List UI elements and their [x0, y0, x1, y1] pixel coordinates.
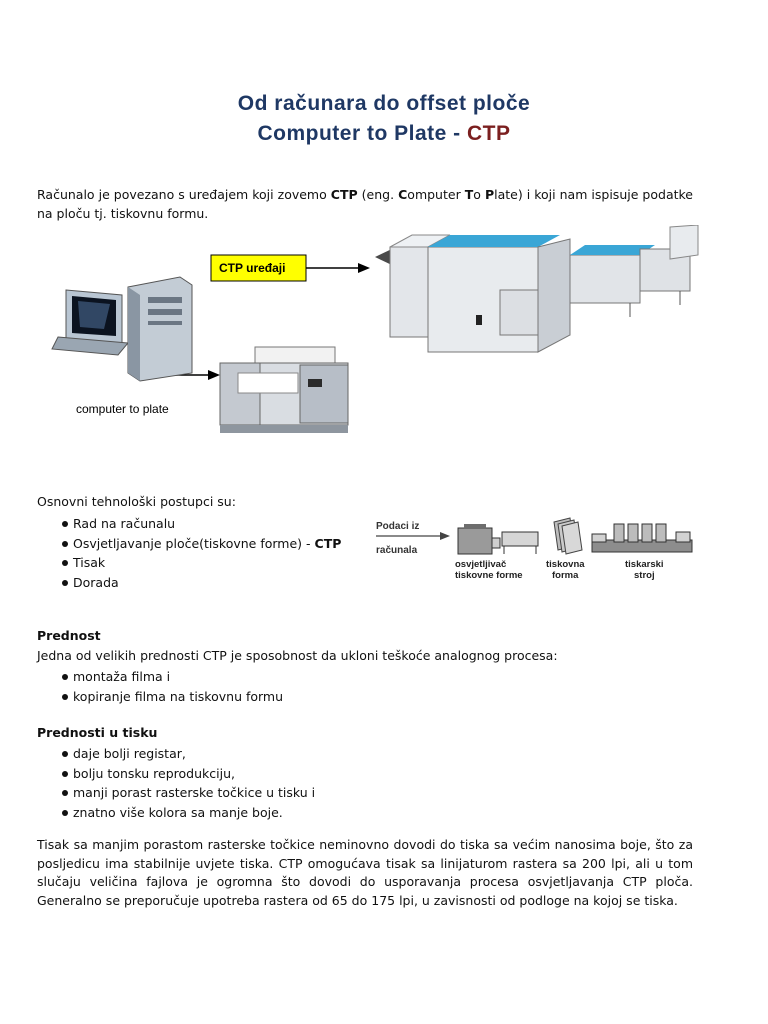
prednost-list [37, 667, 283, 706]
intro-text: late) i koji nam ispisuje podatke na ploču tj. tiskovnu formu. [37, 187, 693, 221]
stage3-label-line2: stroj [634, 570, 655, 581]
arrow-head [208, 370, 220, 380]
list-item: znatno više kolora sa manje boje. [37, 803, 315, 823]
intro-bold-ctp: CTP [330, 187, 358, 202]
intro-text: Računalo je povezano s uređajem koji zovemo [37, 187, 331, 202]
list-item: daje bolji registar, [37, 744, 315, 764]
computer-icon [52, 277, 192, 381]
list-item-text: Rad na računalu [73, 516, 176, 531]
list-item: manji porast rasterske točkice u tisku i [37, 783, 315, 803]
arrow-head [358, 263, 370, 273]
plates-icon [554, 518, 582, 554]
page-subtitle [0, 122, 768, 146]
list-item [37, 514, 341, 534]
prednost-heading: Prednost [37, 628, 101, 643]
page-title: Od računara do offset ploče [237, 92, 531, 115]
list-item: montaža filma i [37, 667, 283, 687]
workflow-diagram [370, 512, 700, 594]
process-list [37, 514, 341, 592]
workflow-input-line1: Podaci iz [376, 521, 420, 532]
intro-bold-c: C [398, 187, 408, 202]
list-item [37, 534, 341, 554]
process-heading: Osnovni tehnološki postupci su: [37, 494, 236, 509]
final-paragraph: Tisak sa manjim porastom rasterske točkice neminovno dovodi do tiska sa većim nanosima boje, što za posljedicu ima stabilnije uvjete tiska. CTP omogućava tisak sa linijaturom rastera sa 200 lpi, ali u tom slučaju veličina fajlova je ogromna što dovodi do usporavanja procesa osvjetljavanja CTP ploča. Generalno se preporučuje upotreba rastera od 65 do 175 lpi, u zavisnosti od podloge na kojoj se tiska. [37, 837, 693, 908]
subtitle-prefix: Computer to Plate - [257, 122, 467, 145]
subtitle-ctp: CTP [467, 122, 511, 145]
workflow-input-line2: računala [376, 545, 418, 556]
prednosti-tisku-list [37, 744, 315, 822]
list-item [37, 573, 341, 593]
intro-bold-t: T [464, 187, 474, 202]
list-item-text: Dorada [73, 574, 119, 590]
stage3-label-line1: tiskarski [625, 559, 664, 570]
computer-to-plate-label: computer to plate [76, 402, 169, 416]
intro-bold-p: P [484, 187, 495, 202]
large-ctp-machine-image [375, 225, 698, 352]
printing-press-icon [592, 524, 692, 552]
list-item: kopiranje filma na tiskovnu formu [37, 687, 283, 707]
stage2-label-line2: forma [552, 570, 579, 581]
ctp-devices-illustration [30, 225, 720, 470]
intro-text: o [473, 187, 485, 202]
imagesetter-icon [458, 524, 538, 554]
list-item-text: Osvjetljavanje ploče(tiskovne forme) - [73, 535, 315, 551]
intro-text: omputer [407, 187, 465, 202]
list-item: bolju tonsku reprodukciju, [37, 764, 315, 784]
prednosti-tisku-heading: Prednosti u tisku [37, 725, 158, 740]
stage1-label-line2: tiskovne forme [455, 570, 523, 581]
intro-paragraph [37, 186, 693, 223]
list-item [37, 553, 341, 573]
arrow-head [440, 532, 450, 540]
intro-text: (eng. [357, 187, 399, 202]
list-item-bold: CTP [314, 535, 342, 551]
small-ctp-device-image [220, 347, 348, 433]
stage2-label-line1: tiskovna [546, 559, 585, 570]
prednost-intro: Jedna od velikih prednosti CTP je sposobnost da ukloni teškoće analognog procesa: [37, 648, 558, 663]
ctp-callout-label: CTP uređaji [219, 261, 286, 275]
stage1-label-line1: osvjetljivač [455, 559, 507, 570]
list-item-text: Tisak [73, 555, 106, 570]
